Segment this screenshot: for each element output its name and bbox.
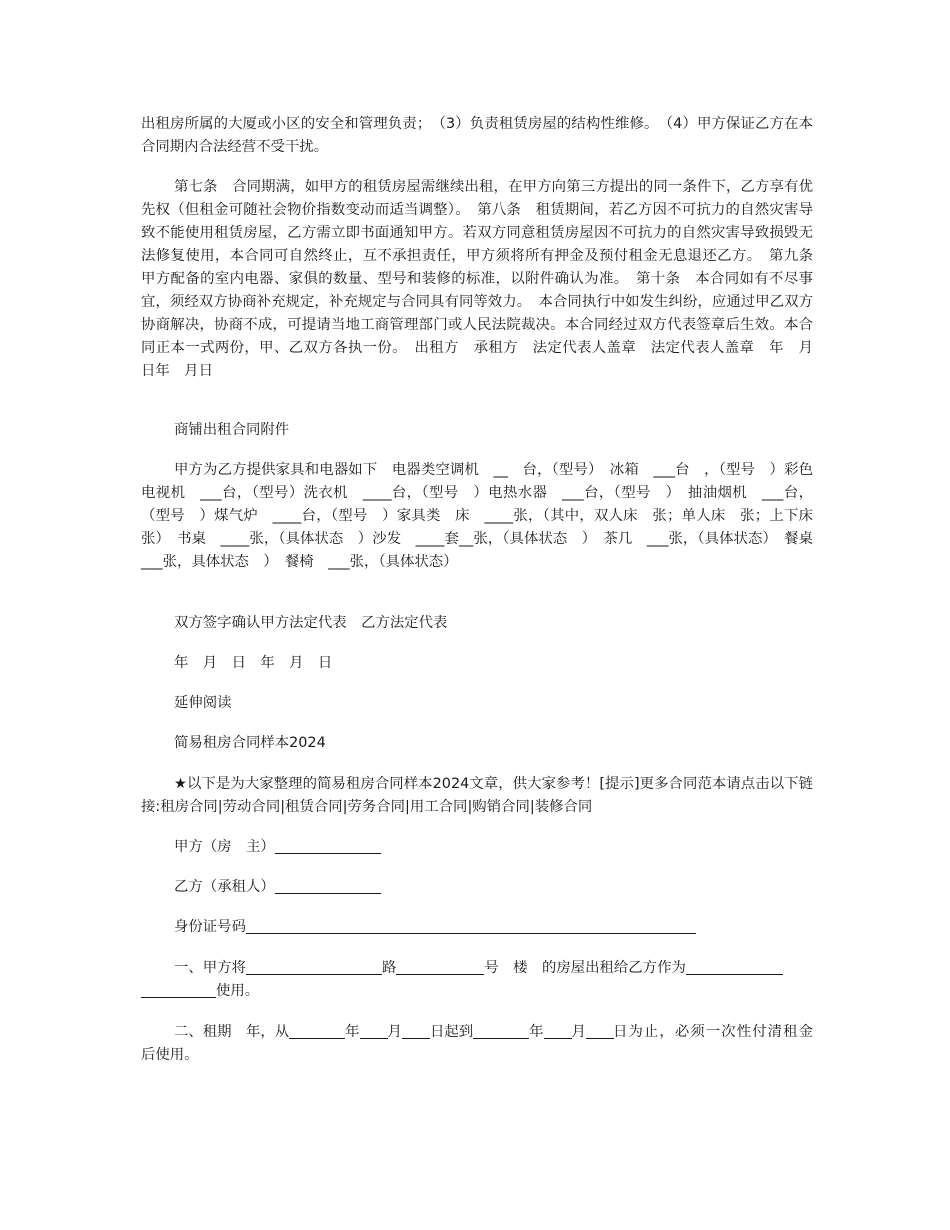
signature-confirmation: 双方签字确认甲方法定代表 乙方法定代表 [174,615,448,631]
party-a-label: 甲方（房 主） [174,839,275,855]
clause-2-text-d: 日起到 [429,1024,474,1040]
paragraph-furniture-list: 甲方为乙方提供家具和电器如下 电器类空调机 __ 台，（型号） 冰箱 ___台 ，（型号 ）彩色电视机 ___台，（型号）洗衣机 ____台，（型号 ）电热水器 ___台，（型号 ） 抽油烟机 ___台，（型号 ）煤气炉 ____台，（型号 ）家具类 床 ____张，（其中，双人床 张；单人床 张；上下床 张） 书桌 ____张，（具体状态 ）沙发 ____套__张，（具体状态 ） 茶几 ___张，（具体状态） 餐桌 ___张，具体状态 ） 餐椅 ___张，（具体状态） [141,462,828,570]
clause-2-text-b: 年 [345,1024,360,1040]
id-number-blank [246,917,696,934]
clause-1-blank-2 [396,958,484,975]
party-b-line [174,876,381,899]
party-b-blank [275,877,381,894]
clause-1-blank-1 [246,958,382,975]
intro-paragraph: ★以下是为大家整理的简易租房合同样本2024文章，供大家参考！[提示]更多合同范本请点击以下链接:租房合同|劳动合同|租赁合同|劳务合同|用工合同|购销合同|装修合同 [141,776,813,815]
party-b-label: 乙方（承租人） [174,879,275,895]
clause-2-tail: 日为止，必须一次性付清租金后使用。 [141,1024,813,1063]
id-number-line [174,916,696,939]
clause-2-text-a: 二、租期 年，从 [174,1024,290,1040]
clause-1-text-d: 使用。 [216,983,260,999]
paragraph-articles-7-10: 第七条 合同期满，如甲方的租赁房屋需继续出租，在甲方向第三方提出的同一条件下，乙方享有优先权（但租金可随社会物价指数变动而适当调整）。 第八条 租赁期间，若乙方因不可抗力的自然灾害导致不能使用租赁房屋，乙方需立即书面通知甲方。若双方同意租赁房屋因不可抗力的自然灾害导致损毁无法修复使用，本合同可自然终止，互不承担责任，甲方须将所有押金及预付租金无息退还乙方。 第九条 甲方配备的室内电器、家俱的数量、型号和装修的标准，以附件确认为准。 第十条 本合同如有不尽事宜，须经双方协商补充规定，补充规定与合同具有同等效力。 本合同执行中如发生纠纷，应通过甲乙双方协商解决，协商不成，可提请当地工商管理部门或人民法院裁决。本合同经过双方代表签章后生效。本合同正本一式两份，甲、乙双方各执一份。 出租方 承租方 法定代表人盖章 法定代表人盖章 年 月 日年 月日 [141,179,828,379]
clause-2-text-f: 月 [571,1024,586,1040]
id-number-label: 身份证号码 [174,919,246,935]
clause-1-line [174,957,783,980]
annex-heading: 商铺出租合同附件 [174,422,290,438]
clause-1-blank-4 [141,981,216,998]
clause-1-blank-3 [686,958,783,975]
clause-1-text-a: 一、甲方将 [174,960,246,976]
clause-1-line-2 [141,980,259,1003]
clause-1-text-b: 路 [381,960,397,976]
date-line: 年 月 日 年 月 日 [174,655,333,671]
party-a-line [174,836,381,859]
contract-title: 简易租房合同样本2024 [174,735,326,751]
clause-2-text-c: 月 [387,1024,402,1040]
clause-1-text-c: 号 楼 的房屋出租给乙方作为 [484,960,686,976]
paragraph-landlord-duties: 出租房所属的大厦或小区的安全和管理负责； （3）负责租赁房屋的结构性维修。 （4）甲方保证乙方在本合同期内合法经营不受干扰。 [141,116,813,155]
further-reading-label: 延伸阅读 [174,695,232,711]
clause-2-text-e: 年 [529,1024,544,1040]
party-a-blank [275,837,381,854]
